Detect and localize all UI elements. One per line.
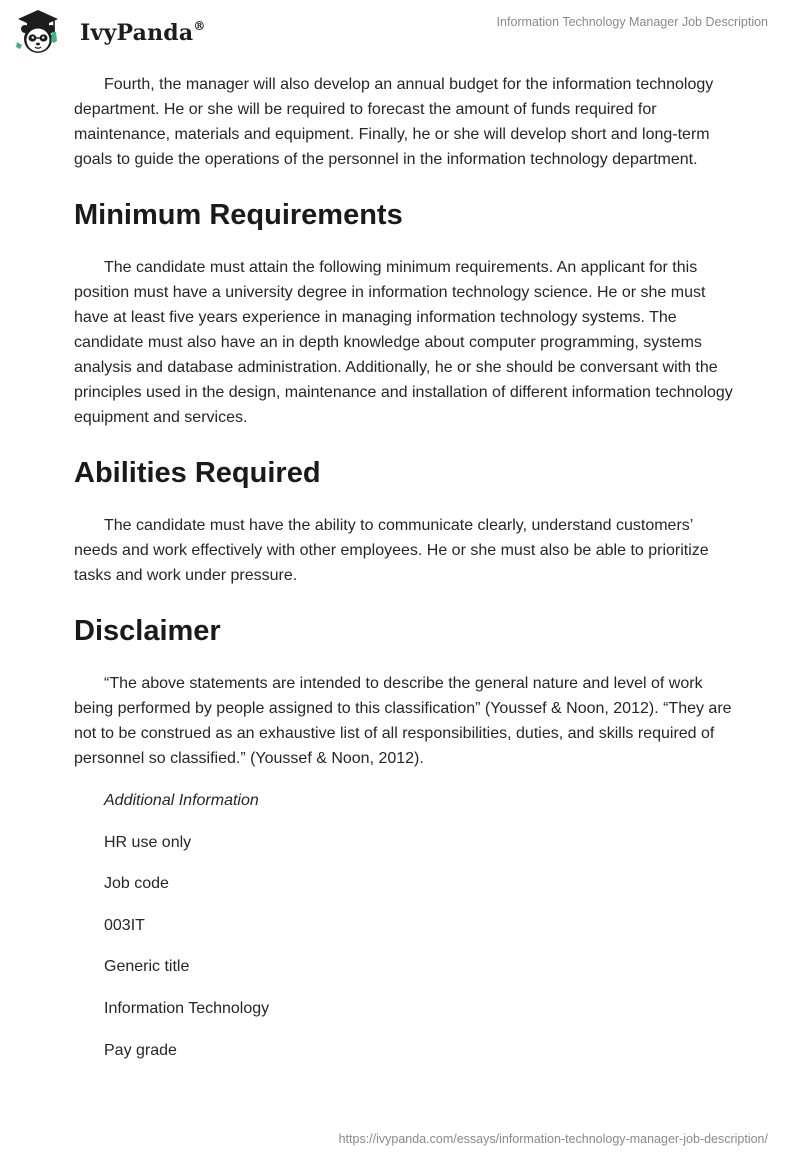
info-line: Job code (104, 875, 169, 893)
brand-name[interactable]: IvyPanda® (80, 18, 206, 46)
info-line: Pay grade (104, 1041, 177, 1059)
page-header (0, 0, 800, 60)
document-title: Information Technology Manager Job Description (496, 15, 768, 29)
registered-mark: ® (193, 18, 206, 33)
heading-abilities-required: Abilities Required (74, 457, 321, 489)
article-body (74, 72, 734, 1063)
minimum-requirements-paragraph: The candidate must attain the following minimum requirements. An applicant for this position must have a university degree in information technology science. He or she must have at least five years experience in managing information technology systems. The candidate must also have an in depth knowledge about computer programming, systems analysis and database administration. Additionally, he or she should be conversant with the principles used in the design, maintenance and installation of different information technology equipment and services. (74, 259, 733, 426)
abilities-required-paragraph: The candidate must have the ability to communicate clearly, understand customers’ needs and work effectively with other employees. He or she must also be able to prioritize tasks and work under pressure. (74, 517, 709, 584)
intro-paragraph: Fourth, the manager will also develop an annual budget for the information technology department. He or she will be required to forecast the amount of funds required for maintenance, materials and equipment. Finally, he or she will develop short and long-term goals to guide the operations of the personnel in the information technology department. (74, 76, 714, 168)
additional-info-label: Additional Information (104, 792, 259, 809)
heading-minimum-requirements: Minimum Requirements (74, 199, 403, 231)
panda-logo-icon[interactable] (14, 8, 62, 56)
info-line: Generic title (104, 958, 190, 976)
heading-disclaimer: Disclaimer (74, 615, 221, 647)
disclaimer-paragraph: “The above statements are intended to describe the general nature and level of work being performed by people assigned to this classification” (Youssef & Noon, 2012). “They are not to be construed as an exhaustive list of all responsibilities, duties, and skills required of personnel so classified.” (Youssef & Noon, 2012). (74, 675, 732, 767)
info-line: HR use only (104, 833, 192, 851)
source-url-link[interactable]: https://ivypanda.com/essays/information-technology-manager-job-description/ (338, 1132, 768, 1146)
info-line: Information Technology (104, 999, 270, 1017)
info-line: 003IT (104, 916, 145, 934)
